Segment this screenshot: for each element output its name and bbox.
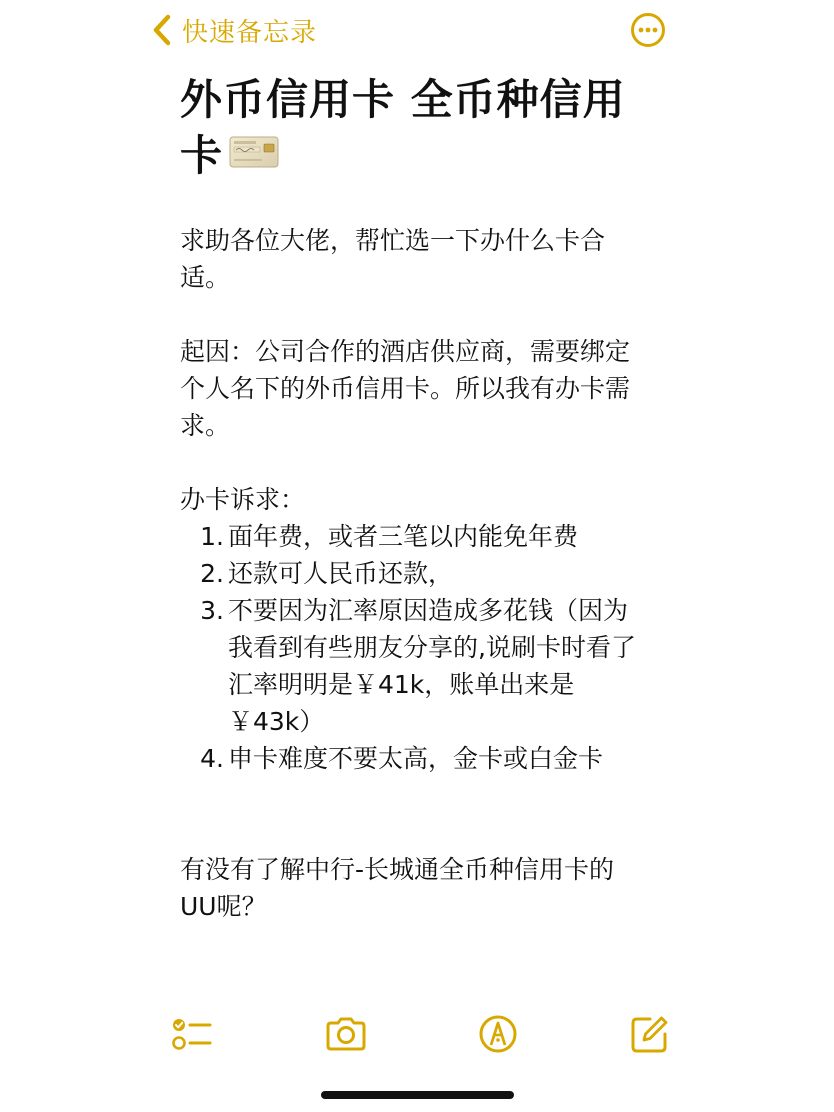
- compose-icon: [628, 1041, 672, 1060]
- list-item-text: 面年费，或者三笔以内能免年费: [228, 522, 579, 551]
- back-button-label: 快速备忘录: [182, 17, 318, 48]
- list-item-text: 还款可人民币还款，: [228, 559, 454, 588]
- ellipsis-circle-icon: [630, 33, 666, 52]
- pen-markup-icon: [476, 1041, 520, 1060]
- nav-bar: [0, 0, 834, 62]
- more-button[interactable]: [630, 12, 666, 48]
- list-item-text: 申卡难度不要太高，金卡或白金卡: [228, 744, 604, 773]
- note-title: [180, 72, 650, 184]
- list-item: [180, 592, 650, 740]
- bottom-toolbar: [0, 1012, 834, 1060]
- note-body[interactable]: [180, 72, 650, 925]
- list-item-number: 4.: [200, 744, 224, 773]
- chevron-left-icon: [152, 14, 172, 46]
- list-item: [180, 555, 650, 592]
- list-item-number: 2.: [200, 559, 224, 588]
- checklist-button[interactable]: [170, 1012, 214, 1056]
- note-title-text: 外币信用卡 全币种信用卡: [180, 75, 626, 180]
- intro-paragraph: 求助各位大佬，帮忙选一下办什么卡合适。: [180, 226, 606, 292]
- compose-button[interactable]: [628, 1012, 672, 1056]
- reason-paragraph: 起因：公司合作的酒店供应商，需要绑定个人名下的外币信用卡。所以我有办卡需求。: [180, 337, 631, 440]
- list-item-number: 1.: [200, 522, 224, 551]
- markup-button[interactable]: [476, 1012, 520, 1056]
- requirements-heading: 办卡诉求：: [180, 485, 306, 514]
- home-indicator[interactable]: [321, 1091, 514, 1099]
- camera-button[interactable]: [324, 1012, 368, 1056]
- checklist-icon: [170, 1041, 214, 1060]
- list-item: [180, 518, 650, 555]
- list-item: [180, 740, 650, 777]
- requirements-list: [180, 518, 650, 777]
- list-item-number: 3.: [200, 596, 224, 625]
- question-paragraph: 有没有了解中行-长城通全币种信用卡的UU呢？: [180, 855, 615, 921]
- credit-card-icon: [229, 127, 279, 183]
- back-button[interactable]: [152, 10, 317, 50]
- camera-icon: [324, 1041, 368, 1060]
- list-item-text: 不要因为汇率原因造成多花钱（因为我看到有些朋友分享的,说刷卡时看了汇率明明是￥41k，账单出来是￥43k）: [228, 596, 636, 736]
